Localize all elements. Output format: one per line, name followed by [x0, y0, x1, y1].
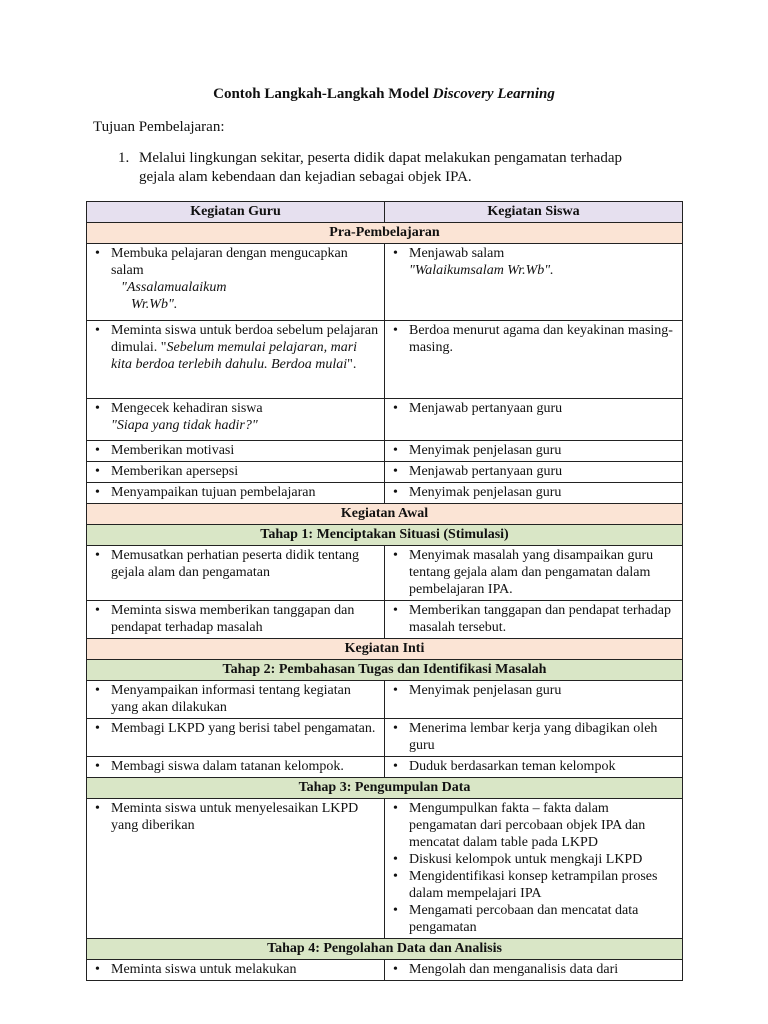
- objective-item: [118, 149, 658, 187]
- table-row: [87, 399, 683, 441]
- table-row: [87, 601, 683, 639]
- table-row: [87, 441, 683, 462]
- list-item: • Meminta siswa untuk berdoa sebelum pelajaran dimulai. "Sebelum memulai pelajaran, mari kita berdoa terlebih dahulu. Berdoa mulai".: [111, 322, 380, 373]
- section-tahap-2: Tahap 2: Pembahasan Tugas dan Identifikasi Masalah: [87, 660, 683, 681]
- objective-number: 1.: [118, 150, 130, 166]
- list-item: • Memberikan apersepsi: [111, 463, 380, 480]
- list-item: • Menyampaikan informasi tentang kegiatan yang akan dilakukan: [111, 682, 380, 716]
- section-tahap-1: Tahap 1: Menciptakan Situasi (Stimulasi): [87, 525, 683, 546]
- list-item: • Mengumpulkan fakta – fakta dalam pengamatan dari percobaan objek IPA dan mencatat dalam table pada LKPD: [409, 800, 678, 851]
- list-item: • Menjawab pertanyaan guru: [409, 463, 678, 480]
- list-item: • Duduk berdasarkan teman kelompok: [409, 758, 678, 775]
- list-item: • Menjawab pertanyaan guru: [409, 400, 678, 417]
- table-row: [87, 483, 683, 504]
- list-item: • Menyampaikan tujuan pembelajaran: [111, 484, 380, 501]
- table-row: [87, 681, 683, 719]
- table-row: [87, 719, 683, 757]
- list-item: • Menyimak masalah yang disampaikan guru tentang gejala alam dan pengamatan dalam pembelajaran IPA.: [409, 547, 678, 598]
- table-row: [87, 546, 683, 601]
- list-item: • Menerima lembar kerja yang dibagikan oleh guru: [409, 720, 678, 754]
- list-item: • Memberikan tanggapan dan pendapat terhadap masalah tersebut.: [409, 602, 678, 636]
- list-item: • Membagi siswa dalam tatanan kelompok.: [111, 758, 380, 775]
- list-item: • Berdoa menurut agama dan keyakinan masing-masing.: [409, 322, 678, 356]
- table-row: [87, 757, 683, 778]
- table-header-row: [87, 202, 683, 223]
- list-item: • Mengamati percobaan dan mencatat data pengamatan: [409, 902, 678, 936]
- section-tahap-4: Tahap 4: Pengolahan Data dan Analisis: [87, 939, 683, 960]
- table-row: [87, 244, 683, 321]
- list-item: • Mengecek kehadiran siswa "Siapa yang tidak hadir?": [111, 400, 380, 434]
- list-item: • Menyimak penjelasan guru: [409, 484, 678, 501]
- section-kegiatan-awal: Kegiatan Awal: [87, 504, 683, 525]
- list-item: • Menyimak penjelasan guru: [409, 682, 678, 699]
- list-item: • Membuka pelajaran dengan mengucapkan salam "Assalamualaikum Wr.Wb".: [111, 245, 380, 313]
- col-kegiatan-guru: Kegiatan Guru: [87, 202, 385, 223]
- list-item: • Mengolah dan menganalisis data dari: [409, 961, 678, 978]
- objective-text: Melalui lingkungan sekitar, peserta didik dapat melakukan pengamatan terhadap gejala alam kebendaan dan kejadian sebagai objek IPA.: [139, 150, 622, 185]
- list-item: • Memberikan motivasi: [111, 442, 380, 459]
- list-item: • Diskusi kelompok untuk mengkaji LKPD: [409, 851, 678, 868]
- table-row: [87, 960, 683, 981]
- list-item: • Membagi LKPD yang berisi tabel pengamatan.: [111, 720, 380, 737]
- list-item: • Meminta siswa memberikan tanggapan dan pendapat terhadap masalah: [111, 602, 380, 636]
- table-row: [87, 462, 683, 483]
- list-item: • Meminta siswa untuk melakukan: [111, 961, 380, 978]
- list-item: • Meminta siswa untuk menyelesaikan LKPD yang diberikan: [111, 800, 380, 834]
- learning-steps-table: [86, 201, 683, 981]
- document-title: Contoh Langkah-Langkah Model Discovery Learning: [213, 86, 555, 102]
- section-pra-pembelajaran: Pra-Pembelajaran: [87, 223, 683, 244]
- table-row: [87, 321, 683, 399]
- list-item: • Menjawab salam "Walaikumsalam Wr.Wb".: [409, 245, 678, 279]
- tujuan-label: Tujuan Pembelajaran:: [93, 119, 225, 135]
- section-kegiatan-inti: Kegiatan Inti: [87, 639, 683, 660]
- table-row: [87, 799, 683, 939]
- list-item: • Menyimak penjelasan guru: [409, 442, 678, 459]
- col-kegiatan-siswa: Kegiatan Siswa: [385, 202, 683, 223]
- section-tahap-3: Tahap 3: Pengumpulan Data: [87, 778, 683, 799]
- list-item: • Memusatkan perhatian peserta didik tentang gejala alam dan pengamatan: [111, 547, 380, 581]
- list-item: • Mengidentifikasi konsep ketrampilan proses dalam mempelajari IPA: [409, 868, 678, 902]
